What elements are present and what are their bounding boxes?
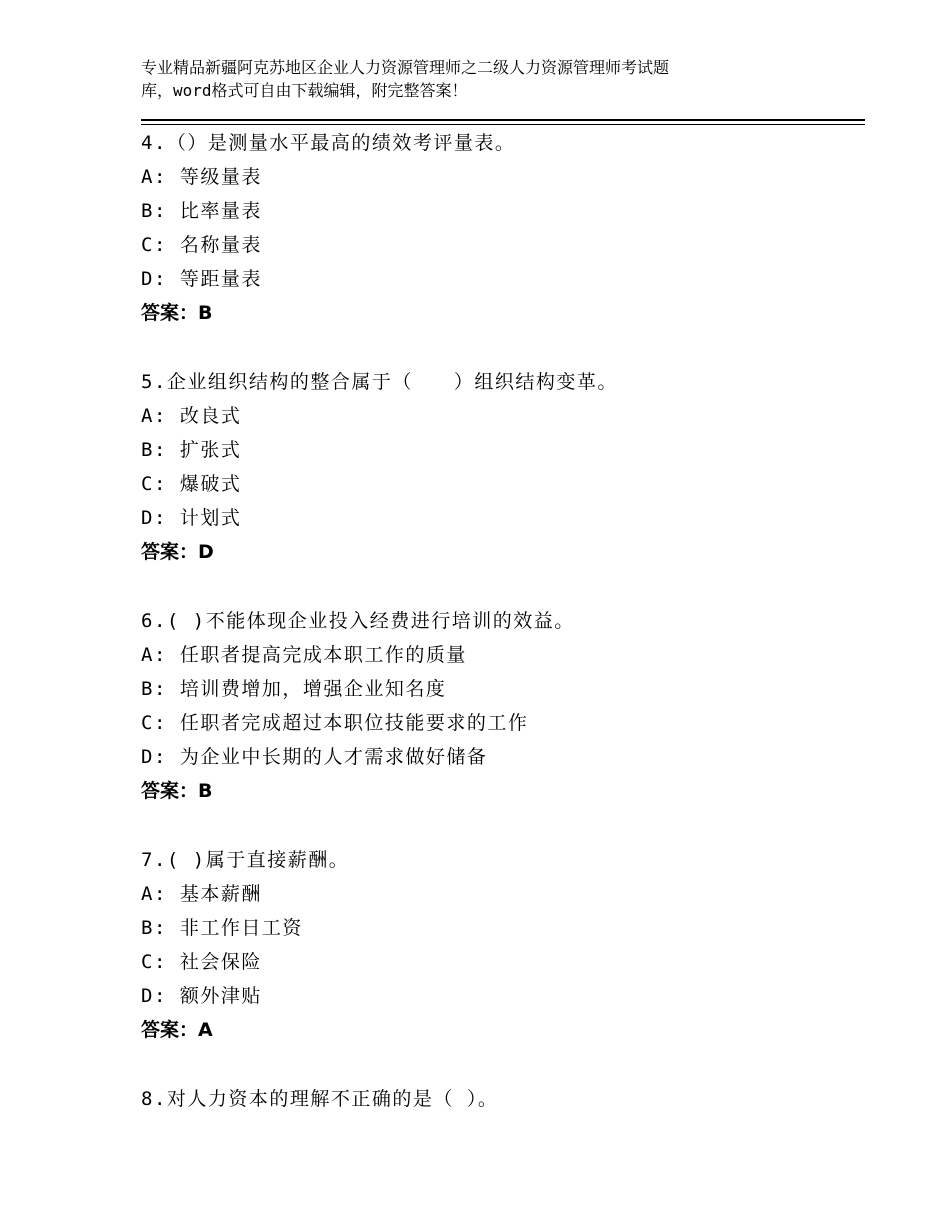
- question-stem: 6.( )不能体现企业投入经费进行培训的效益。: [141, 610, 575, 632]
- option-b: B: 比率量表: [141, 200, 262, 222]
- answer: 答案：B: [141, 780, 213, 802]
- question-stem: 8.对人力资本的理解不正确的是（ ）。: [141, 1088, 499, 1110]
- option-d: D: 额外津贴: [141, 985, 262, 1007]
- option-b: B: 非工作日工资: [141, 917, 303, 939]
- option-a: A: 改良式: [141, 405, 242, 427]
- header-line-1: 专业精品新疆阿克苏地区企业人力资源管理师之二级人力资源管理师考试题: [141, 58, 670, 77]
- header-rule-thin: [141, 124, 865, 125]
- option-d: D: 等距量表: [141, 268, 262, 290]
- option-b: B: 培训费增加，增强企业知名度: [141, 678, 447, 700]
- option-a: A: 等级量表: [141, 166, 262, 188]
- option-c: C: 社会保险: [141, 951, 262, 973]
- option-c: C: 爆破式: [141, 473, 242, 495]
- document-header: [141, 56, 841, 102]
- question-stem: 5.企业组织结构的整合属于（ ）组织结构变革。: [141, 371, 618, 393]
- option-b: B: 扩张式: [141, 439, 242, 461]
- option-d: D: 为企业中长期的人才需求做好储备: [141, 746, 488, 768]
- header-rule-thick: [141, 119, 865, 121]
- answer: 答案：B: [141, 302, 213, 324]
- header-line-2: 库，word格式可自由下载编辑，附完整答案！: [141, 81, 468, 100]
- option-d: D: 计划式: [141, 507, 242, 529]
- option-c: C: 任职者完成超过本职位技能要求的工作: [141, 712, 529, 734]
- option-a: A: 任职者提高完成本职工作的质量: [141, 644, 467, 666]
- answer: 答案：A: [141, 1019, 213, 1041]
- question-stem: 7.( )属于直接薪酬。: [141, 849, 350, 871]
- answer: 答案：D: [141, 541, 214, 563]
- option-a: A: 基本薪酬: [141, 883, 262, 905]
- question-stem: 4.（）是测量水平最高的绩效考评量表。: [141, 132, 516, 154]
- option-c: C: 名称量表: [141, 234, 262, 256]
